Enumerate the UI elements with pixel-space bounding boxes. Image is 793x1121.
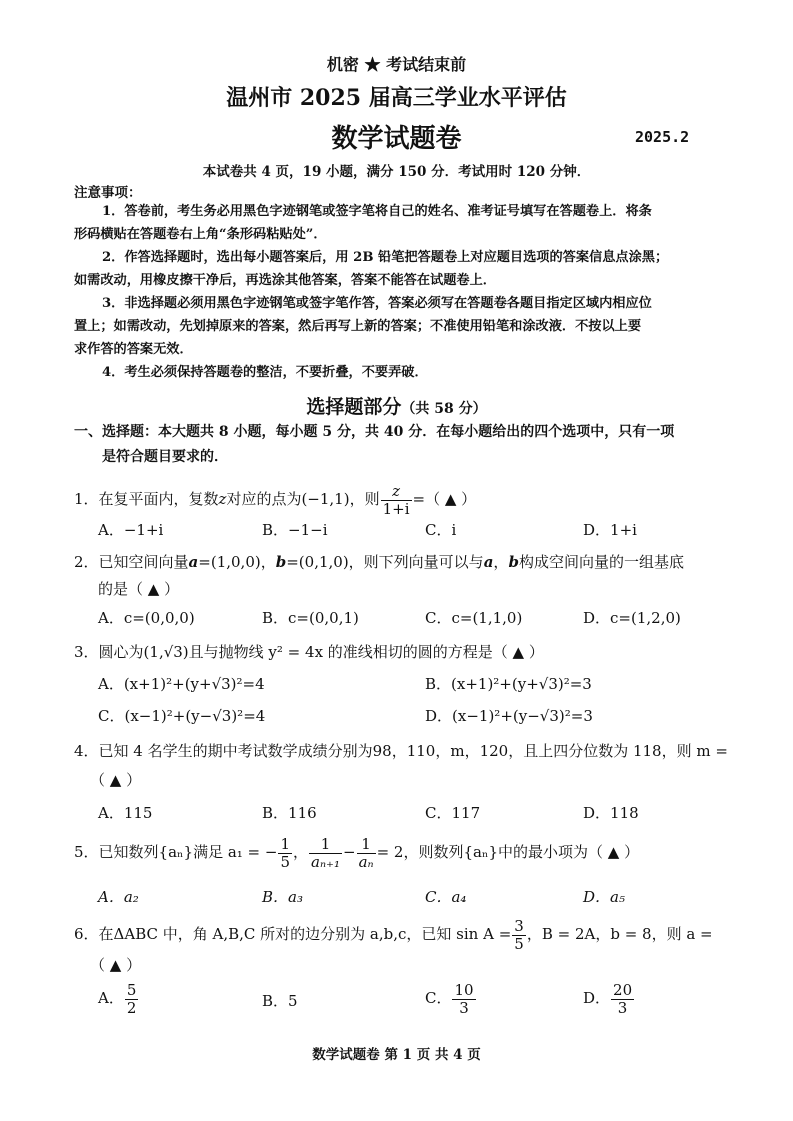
q6-option-b: B．5 [262, 992, 298, 1010]
question-2-line-2: 的是（ ▲ ） [98, 580, 180, 598]
question-6-line-2: （ ▲ ） [90, 956, 142, 974]
q5-frac-3-num: 1 [357, 836, 376, 854]
q6-option-a-num: 5 [126, 981, 137, 999]
notes-heading: 注意事项： [74, 185, 142, 201]
q2-sep: ， [493, 553, 509, 571]
q4-option-a: A．115 [98, 804, 153, 822]
q6-option-c-label: C． [425, 989, 452, 1007]
note-4 [74, 361, 730, 384]
q5-sep: ， [293, 843, 309, 861]
q1-prefix: 1．在复平面内，复数 [74, 490, 219, 508]
question-1 [74, 483, 476, 517]
part-intro-line-2: 是符合题目要求的． [102, 449, 228, 465]
q6-option-d-frac [611, 982, 634, 1016]
note-1-line-2: 形码横贴在答题卷右上角“条形码粘贴处”． [74, 227, 327, 242]
q6-frac-den: 5 [514, 934, 524, 953]
q1-option-c: C．i [425, 521, 457, 539]
q4-option-b: B．116 [262, 804, 317, 822]
exam-info: 本试卷共 4 页，19 小题，满分 150 分．考试用时 120 分钟． [202, 164, 591, 180]
note-3a-text: 3．非选择题必须用黑色字迹钢笔或签字笔作答，答案必须写在答题卷各题目指定区域内相应位 [102, 296, 652, 311]
q2-vec-a2: a [483, 553, 494, 571]
question-4-line-1: 4．已知 4 名学生的期中考试数学成绩分别为98，110，m，120，且上四分位数为 118，则 m = [74, 742, 728, 760]
q6-prefix: 6．在ΔABC 中，角 A,B,C 所对的边分别为 a,b,c，已知 sin A = [74, 925, 512, 943]
q5-prefix: 5．已知数列{aₙ}满足 a₁ = − [74, 843, 278, 861]
note-1-line-1 [74, 200, 730, 223]
q6-option-d-den: 3 [617, 998, 628, 1017]
q6-option-d-label: D． [583, 989, 611, 1007]
q2-vec-b2: b [508, 553, 519, 571]
q1-frac-den: 1+i [382, 499, 410, 518]
q4-option-c: C．117 [425, 804, 481, 822]
q3-option-c: C．(x−1)²+(y−√3)²=4 [98, 707, 266, 725]
q5-option-a: A．a₂ [98, 888, 139, 906]
q2-vec-a: a [188, 553, 199, 571]
q2-eq-b: =(0,1,0)，则下列向量可以与 [286, 553, 484, 571]
q5-option-c: C．a₄ [425, 888, 467, 906]
q3-option-d: D．(x−1)²+(y−√3)²=3 [425, 707, 593, 725]
q5-frac-2-den: aₙ₊₁ [311, 852, 340, 871]
part-intro-line-1: 一、选择题：本大题共 8 小题，每小题 5 分，共 40 分．在每小题给出的四个选项中，只有一项 [74, 424, 675, 440]
q6-suffix: ，B = 2A，b = 8，则 a = [526, 925, 713, 943]
q5-option-b: B．a₃ [262, 888, 303, 906]
question-5 [74, 836, 639, 870]
q5-frac-3-den: aₙ [358, 852, 374, 871]
q1-option-a: A．−1+i [98, 521, 164, 539]
note-2a-text: 2．作答选择题时，选出每小题答案后，用 2B 铅笔把答题卷上对应题目选项的答案信息点涂黑； [102, 250, 669, 265]
section-title [0, 392, 793, 419]
q6-frac [512, 918, 526, 952]
q2-option-c: C．c=(1,1,0) [425, 609, 523, 627]
q5-frac-1 [278, 836, 292, 870]
exam-subtitle: 数学试题卷 [331, 124, 462, 154]
q6-option-d-num: 20 [613, 981, 633, 999]
q5-frac-1-den: 5 [280, 852, 291, 871]
q1-mid: 对应的点为(−1,1)，则 [226, 490, 380, 508]
q2-option-b: B．c=(0,0,1) [262, 609, 359, 627]
q2-option-d: D．c=(1,2,0) [583, 609, 681, 627]
q6-option-a [98, 982, 139, 1016]
section-points: （共 58 分） [401, 401, 487, 417]
q6-option-c-frac [452, 982, 475, 1016]
q2-option-a: A．c=(0,0,0) [98, 609, 195, 627]
q5-minus: − [342, 843, 356, 861]
q2-eq-a: =(1,0,0)， [198, 553, 276, 571]
q3-option-b: B．(x+1)²+(y+√3)²=3 [425, 675, 592, 693]
q6-option-c-den: 3 [459, 998, 469, 1017]
note-1a-text: 1．答卷前，考生务必用黑色字迹钢笔或签字笔将自己的姓名、准考证号填写在答题卷上．将条 [102, 204, 652, 219]
q5-suffix: = 2，则数列{aₙ}中的最小项为（ ▲ ） [376, 843, 640, 861]
q5-frac-3 [357, 836, 376, 870]
q1-option-b: B．−1−i [262, 521, 328, 539]
question-3: 3．圆心为(1,√3)且与抛物线 y² = 4x 的准线相切的圆的方程是（ ▲ ） [74, 643, 544, 661]
confidential-label: 机密 ★ 考试结束前 [326, 55, 467, 74]
q6-frac-num: 3 [514, 917, 524, 935]
q6-option-c [425, 982, 477, 1016]
note-3-line-1 [74, 292, 730, 315]
question-6-line-1 [74, 918, 713, 952]
q2-prefix: 2．已知空间向量 [74, 553, 189, 571]
q2-vec-b: b [275, 553, 287, 571]
question-4-line-2: （ ▲ ） [90, 771, 142, 789]
q5-frac-2-num: 1 [309, 836, 342, 854]
q6-option-d [583, 982, 635, 1016]
q5-frac-1-num: 1 [280, 835, 291, 853]
q6-option-c-num: 10 [454, 981, 474, 999]
q1-fraction [381, 483, 412, 517]
q5-frac-2 [309, 836, 342, 870]
exam-title: 温州市 2025 届高三学业水平评估 [226, 85, 567, 111]
q5-option-d: D．a₅ [583, 888, 625, 906]
q4-option-d: D．118 [583, 804, 639, 822]
q1-var: z [218, 490, 227, 508]
q1-frac-num: z [381, 483, 412, 501]
q6-option-a-den: 2 [126, 998, 137, 1017]
question-2-line-1 [74, 550, 684, 574]
note-3-line-2: 置上；如需改动，先划掉原来的答案，然后再写上新的答案；不准使用铅笔和涂改液．不按以上要 [74, 319, 642, 334]
note-2-line-2: 如需改动，用橡皮擦干净后，再选涂其他答案，答案不能答在试题卷上． [74, 273, 496, 288]
page-footer: 数学试题卷 第 1 页 共 4 页 [312, 1047, 481, 1063]
q1-option-d: D．1+i [583, 521, 637, 539]
q6-option-a-frac [125, 982, 139, 1016]
exam-date: 2025.2 [635, 128, 690, 146]
note-2-line-1 [74, 246, 730, 269]
note-3-line-3: 求作答的答案无效． [74, 342, 193, 357]
note-4-text: 4．考生必须保持答题卷的整洁，不要折叠，不要弄破． [102, 365, 428, 380]
q6-option-a-label: A． [98, 989, 124, 1007]
q1-suffix: =（ ▲ ） [412, 490, 477, 508]
q2-tail: 构成空间向量的一组基底 [518, 553, 684, 571]
section-title-text: 选择题部分 [306, 396, 402, 418]
q3-option-a: A．(x+1)²+(y+√3)²=4 [98, 675, 265, 693]
